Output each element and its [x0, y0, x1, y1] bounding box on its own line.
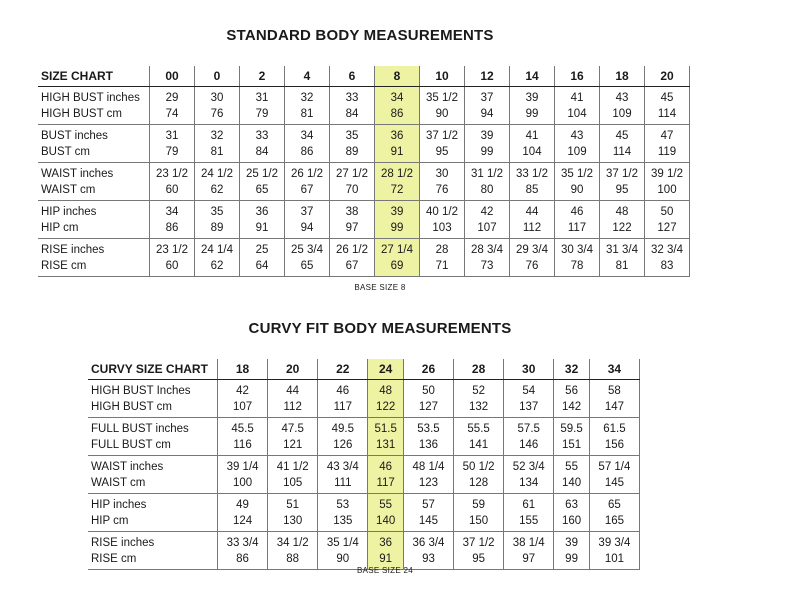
- measurement-value: 76: [510, 258, 555, 277]
- measurement-value: 53: [318, 494, 368, 514]
- size-chart-header-label: SIZE CHART: [38, 66, 150, 87]
- measurement-value: 35 1/2: [555, 163, 600, 183]
- measurement-value: 38: [330, 201, 375, 221]
- measurement-value: 122: [368, 399, 404, 418]
- measurement-value: 117: [318, 399, 368, 418]
- measurement-value: 30: [195, 87, 240, 107]
- measurement-value: 55.5: [454, 418, 504, 438]
- measurement-value: 88: [268, 551, 318, 570]
- measurement-value: 32: [285, 87, 330, 107]
- measurement-value: 141: [454, 437, 504, 456]
- measurement-value: 85: [510, 182, 555, 201]
- measurement-value: 36: [375, 125, 420, 145]
- size-header-cell: 26: [403, 359, 453, 380]
- measurement-value: 46: [368, 456, 404, 476]
- table-row: [88, 494, 640, 514]
- measurement-value: 117: [368, 475, 404, 494]
- measurement-value: 48 1/4: [403, 456, 453, 476]
- measurement-value: 114: [600, 144, 645, 163]
- measurement-value: 62: [195, 182, 240, 201]
- measurement-value: 48: [368, 380, 404, 400]
- measurement-label: FULL BUST inches: [88, 418, 218, 438]
- measurement-value: 99: [554, 551, 590, 570]
- table-row: [88, 437, 640, 456]
- measurement-value: 65: [589, 494, 639, 514]
- measurement-value: 39: [554, 532, 590, 552]
- measurement-value: 95: [454, 551, 504, 570]
- measurement-value: 103: [420, 220, 465, 239]
- measurement-value: 70: [330, 182, 375, 201]
- measurement-label: HIP cm: [88, 513, 218, 532]
- measurement-value: 60: [150, 258, 195, 277]
- measurement-value: 69: [375, 258, 420, 277]
- table-row: [38, 106, 690, 125]
- measurement-value: 67: [285, 182, 330, 201]
- table-row: [38, 87, 690, 107]
- measurement-value: 112: [510, 220, 555, 239]
- measurement-value: 34: [285, 125, 330, 145]
- measurement-value: 127: [645, 220, 690, 239]
- measurement-value: 99: [465, 144, 510, 163]
- measurement-value: 83: [645, 258, 690, 277]
- size-header-cell: 20: [645, 66, 690, 87]
- table-row: [88, 456, 640, 476]
- measurement-value: 29 3/4: [510, 239, 555, 259]
- measurement-value: 84: [330, 106, 375, 125]
- table-row: [88, 532, 640, 552]
- measurement-label: FULL BUST cm: [88, 437, 218, 456]
- measurement-value: 38 1/4: [504, 532, 554, 552]
- measurement-label: HIP inches: [38, 201, 150, 221]
- measurement-value: 160: [554, 513, 590, 532]
- measurement-value: 122: [600, 220, 645, 239]
- measurement-value: 31: [150, 125, 195, 145]
- measurement-value: 79: [240, 106, 285, 125]
- measurement-value: 91: [375, 144, 420, 163]
- measurement-value: 39: [510, 87, 555, 107]
- measurement-value: 94: [285, 220, 330, 239]
- measurement-value: 94: [465, 106, 510, 125]
- measurement-value: 151: [554, 437, 590, 456]
- table-row: [38, 144, 690, 163]
- measurement-value: 25 3/4: [285, 239, 330, 259]
- measurement-value: 35 1/4: [318, 532, 368, 552]
- measurement-value: 142: [554, 399, 590, 418]
- measurement-value: 49: [218, 494, 268, 514]
- measurement-value: 30 3/4: [555, 239, 600, 259]
- table-row: [38, 239, 690, 259]
- measurement-value: 100: [218, 475, 268, 494]
- measurement-value: 41: [510, 125, 555, 145]
- size-header-cell: 18: [600, 66, 645, 87]
- measurement-value: 43 3/4: [318, 456, 368, 476]
- measurement-value: 43: [555, 125, 600, 145]
- measurement-value: 81: [600, 258, 645, 277]
- measurement-value: 28 3/4: [465, 239, 510, 259]
- measurement-label: WAIST inches: [38, 163, 150, 183]
- measurement-value: 76: [195, 106, 240, 125]
- measurement-value: 130: [268, 513, 318, 532]
- measurement-value: 33 3/4: [218, 532, 268, 552]
- measurement-value: 119: [645, 144, 690, 163]
- measurement-value: 128: [454, 475, 504, 494]
- measurement-value: 156: [589, 437, 639, 456]
- measurement-value: 26 1/2: [330, 239, 375, 259]
- measurement-value: 137: [504, 399, 554, 418]
- measurement-value: 134: [504, 475, 554, 494]
- measurement-label: BUST cm: [38, 144, 150, 163]
- standard-base-size-note: BASE SIZE 8: [354, 283, 406, 292]
- measurement-value: 64: [240, 258, 285, 277]
- measurement-value: 63: [554, 494, 590, 514]
- measurement-value: 146: [504, 437, 554, 456]
- measurement-value: 24 1/2: [195, 163, 240, 183]
- measurement-value: 35: [195, 201, 240, 221]
- measurement-value: 37 1/2: [454, 532, 504, 552]
- measurement-value: 37: [285, 201, 330, 221]
- size-header-cell: 32: [554, 359, 590, 380]
- measurement-value: 52 3/4: [504, 456, 554, 476]
- measurement-label: HIGH BUST Inches: [88, 380, 218, 400]
- measurement-value: 86: [218, 551, 268, 570]
- measurement-value: 46: [318, 380, 368, 400]
- measurement-value: 81: [195, 144, 240, 163]
- measurement-value: 91: [240, 220, 285, 239]
- measurement-value: 39 3/4: [589, 532, 639, 552]
- measurement-label: HIGH BUST inches: [38, 87, 150, 107]
- measurement-value: 30: [420, 163, 465, 183]
- size-header-cell: 0: [195, 66, 240, 87]
- measurement-value: 25 1/2: [240, 163, 285, 183]
- table-row: [38, 125, 690, 145]
- measurement-value: 41: [555, 87, 600, 107]
- measurement-value: 74: [150, 106, 195, 125]
- measurement-value: 31 1/2: [465, 163, 510, 183]
- size-header-cell: 24: [368, 359, 404, 380]
- measurement-value: 39 1/2: [645, 163, 690, 183]
- measurement-value: 86: [285, 144, 330, 163]
- measurement-value: 80: [465, 182, 510, 201]
- table-row: [38, 163, 690, 183]
- measurement-value: 97: [504, 551, 554, 570]
- measurement-value: 28 1/2: [375, 163, 420, 183]
- measurement-value: 25: [240, 239, 285, 259]
- measurement-value: 61.5: [589, 418, 639, 438]
- measurement-value: 34: [150, 201, 195, 221]
- measurement-value: 104: [555, 106, 600, 125]
- measurement-value: 50 1/2: [454, 456, 504, 476]
- measurement-value: 36 3/4: [403, 532, 453, 552]
- table-row: [38, 201, 690, 221]
- size-header-cell: 28: [454, 359, 504, 380]
- measurement-value: 109: [555, 144, 600, 163]
- measurement-value: 97: [330, 220, 375, 239]
- measurement-value: 105: [268, 475, 318, 494]
- measurement-value: 57 1/4: [589, 456, 639, 476]
- measurement-value: 46: [555, 201, 600, 221]
- measurement-value: 140: [554, 475, 590, 494]
- size-header-cell: 8: [375, 66, 420, 87]
- table-header-row: [88, 359, 640, 380]
- measurement-value: 90: [420, 106, 465, 125]
- measurement-value: 99: [510, 106, 555, 125]
- measurement-value: 32: [195, 125, 240, 145]
- measurement-value: 45.5: [218, 418, 268, 438]
- measurement-value: 41 1/2: [268, 456, 318, 476]
- measurement-label: RISE cm: [38, 258, 150, 277]
- measurement-value: 100: [645, 182, 690, 201]
- curvy-chart-title: CURVY FIT BODY MEASUREMENTS: [248, 320, 512, 337]
- size-header-cell: 4: [285, 66, 330, 87]
- measurement-value: 37: [465, 87, 510, 107]
- size-header-cell: 14: [510, 66, 555, 87]
- measurement-value: 90: [318, 551, 368, 570]
- measurement-value: 56: [554, 380, 590, 400]
- measurement-label: WAIST cm: [88, 475, 218, 494]
- size-header-cell: 30: [504, 359, 554, 380]
- measurement-value: 65: [285, 258, 330, 277]
- measurement-value: 145: [403, 513, 453, 532]
- measurement-value: 39 1/4: [218, 456, 268, 476]
- table-header-row: [38, 66, 690, 87]
- measurement-value: 27 1/2: [330, 163, 375, 183]
- measurement-value: 33 1/2: [510, 163, 555, 183]
- measurement-value: 112: [268, 399, 318, 418]
- measurement-value: 37 1/2: [600, 163, 645, 183]
- measurement-label: RISE cm: [88, 551, 218, 570]
- measurement-value: 126: [318, 437, 368, 456]
- measurement-value: 23 1/2: [150, 239, 195, 259]
- measurement-value: 55: [554, 456, 590, 476]
- measurement-value: 31 3/4: [600, 239, 645, 259]
- measurement-label: HIP inches: [88, 494, 218, 514]
- measurement-value: 52: [454, 380, 504, 400]
- measurement-value: 116: [218, 437, 268, 456]
- measurement-value: 53.5: [403, 418, 453, 438]
- measurement-value: 93: [403, 551, 453, 570]
- measurement-value: 57: [403, 494, 453, 514]
- measurement-value: 150: [454, 513, 504, 532]
- table-row: [38, 220, 690, 239]
- measurement-value: 50: [645, 201, 690, 221]
- measurement-value: 59: [454, 494, 504, 514]
- table-row: [88, 418, 640, 438]
- measurement-value: 40 1/2: [420, 201, 465, 221]
- measurement-value: 35 1/2: [420, 87, 465, 107]
- measurement-value: 127: [403, 399, 453, 418]
- measurement-value: 47.5: [268, 418, 318, 438]
- table-row: [88, 475, 640, 494]
- measurement-value: 55: [368, 494, 404, 514]
- measurement-value: 43: [600, 87, 645, 107]
- measurement-value: 44: [268, 380, 318, 400]
- measurement-value: 132: [454, 399, 504, 418]
- measurement-value: 89: [330, 144, 375, 163]
- measurement-value: 58: [589, 380, 639, 400]
- measurement-value: 26 1/2: [285, 163, 330, 183]
- measurement-value: 78: [555, 258, 600, 277]
- measurement-value: 48: [600, 201, 645, 221]
- measurement-value: 29: [150, 87, 195, 107]
- measurement-value: 111: [318, 475, 368, 494]
- measurement-value: 89: [195, 220, 240, 239]
- measurement-value: 34 1/2: [268, 532, 318, 552]
- standard-size-table: [38, 66, 690, 277]
- size-header-cell: 18: [218, 359, 268, 380]
- measurement-value: 136: [403, 437, 453, 456]
- measurement-value: 61: [504, 494, 554, 514]
- standard-chart-title: STANDARD BODY MEASUREMENTS: [226, 27, 494, 44]
- table-row: [88, 513, 640, 532]
- measurement-value: 39: [375, 201, 420, 221]
- measurement-value: 45: [645, 87, 690, 107]
- measurement-value: 44: [510, 201, 555, 221]
- measurement-value: 117: [555, 220, 600, 239]
- table-row: [38, 258, 690, 277]
- measurement-value: 49.5: [318, 418, 368, 438]
- size-header-cell: 00: [150, 66, 195, 87]
- measurement-value: 140: [368, 513, 404, 532]
- table-row: [88, 399, 640, 418]
- measurement-value: 71: [420, 258, 465, 277]
- size-header-cell: 12: [465, 66, 510, 87]
- measurement-value: 121: [268, 437, 318, 456]
- measurement-label: BUST inches: [38, 125, 150, 145]
- measurement-value: 67: [330, 258, 375, 277]
- measurement-value: 47: [645, 125, 690, 145]
- measurement-value: 155: [504, 513, 554, 532]
- size-header-cell: 20: [268, 359, 318, 380]
- measurement-value: 33: [240, 125, 285, 145]
- measurement-value: 107: [218, 399, 268, 418]
- size-header-cell: 34: [589, 359, 639, 380]
- measurement-value: 28: [420, 239, 465, 259]
- measurement-value: 37 1/2: [420, 125, 465, 145]
- measurement-label: WAIST cm: [38, 182, 150, 201]
- measurement-value: 145: [589, 475, 639, 494]
- measurement-value: 31: [240, 87, 285, 107]
- measurement-value: 123: [403, 475, 453, 494]
- measurement-value: 32 3/4: [645, 239, 690, 259]
- measurement-value: 165: [589, 513, 639, 532]
- measurement-value: 50: [403, 380, 453, 400]
- measurement-value: 86: [375, 106, 420, 125]
- measurement-label: RISE inches: [88, 532, 218, 552]
- measurement-value: 124: [218, 513, 268, 532]
- curvy-size-table: [88, 359, 640, 570]
- measurement-label: HIGH BUST cm: [88, 399, 218, 418]
- measurement-value: 34: [375, 87, 420, 107]
- measurement-value: 107: [465, 220, 510, 239]
- measurement-value: 72: [375, 182, 420, 201]
- measurement-value: 36: [368, 532, 404, 552]
- measurement-value: 54: [504, 380, 554, 400]
- measurement-value: 104: [510, 144, 555, 163]
- measurement-value: 81: [285, 106, 330, 125]
- measurement-value: 99: [375, 220, 420, 239]
- measurement-value: 45: [600, 125, 645, 145]
- measurement-value: 101: [589, 551, 639, 570]
- measurement-label: HIP cm: [38, 220, 150, 239]
- size-chart-header-label: CURVY SIZE CHART: [88, 359, 218, 380]
- measurement-value: 33: [330, 87, 375, 107]
- measurement-label: WAIST inches: [88, 456, 218, 476]
- measurement-value: 84: [240, 144, 285, 163]
- measurement-value: 95: [420, 144, 465, 163]
- size-header-cell: 22: [318, 359, 368, 380]
- measurement-value: 23 1/2: [150, 163, 195, 183]
- table-row: [88, 380, 640, 400]
- measurement-value: 76: [420, 182, 465, 201]
- measurement-value: 65: [240, 182, 285, 201]
- size-header-cell: 10: [420, 66, 465, 87]
- measurement-value: 114: [645, 106, 690, 125]
- measurement-label: RISE inches: [38, 239, 150, 259]
- measurement-value: 57.5: [504, 418, 554, 438]
- size-header-cell: 16: [555, 66, 600, 87]
- measurement-value: 73: [465, 258, 510, 277]
- measurement-value: 59.5: [554, 418, 590, 438]
- measurement-value: 147: [589, 399, 639, 418]
- measurement-value: 62: [195, 258, 240, 277]
- measurement-value: 135: [318, 513, 368, 532]
- table-row: [38, 182, 690, 201]
- measurement-value: 51.5: [368, 418, 404, 438]
- measurement-value: 91: [368, 551, 404, 570]
- measurement-value: 51: [268, 494, 318, 514]
- measurement-value: 42: [218, 380, 268, 400]
- measurement-label: HIGH BUST cm: [38, 106, 150, 125]
- measurement-value: 131: [368, 437, 404, 456]
- size-header-cell: 2: [240, 66, 285, 87]
- measurement-value: 90: [555, 182, 600, 201]
- measurement-value: 42: [465, 201, 510, 221]
- measurement-value: 24 1/4: [195, 239, 240, 259]
- measurement-value: 109: [600, 106, 645, 125]
- measurement-value: 60: [150, 182, 195, 201]
- curvy-base-size-note: BASE SIZE 24: [356, 566, 414, 575]
- measurement-value: 35: [330, 125, 375, 145]
- measurement-value: 79: [150, 144, 195, 163]
- measurement-value: 36: [240, 201, 285, 221]
- measurement-value: 95: [600, 182, 645, 201]
- measurement-value: 86: [150, 220, 195, 239]
- size-header-cell: 6: [330, 66, 375, 87]
- measurement-value: 27 1/4: [375, 239, 420, 259]
- measurement-value: 39: [465, 125, 510, 145]
